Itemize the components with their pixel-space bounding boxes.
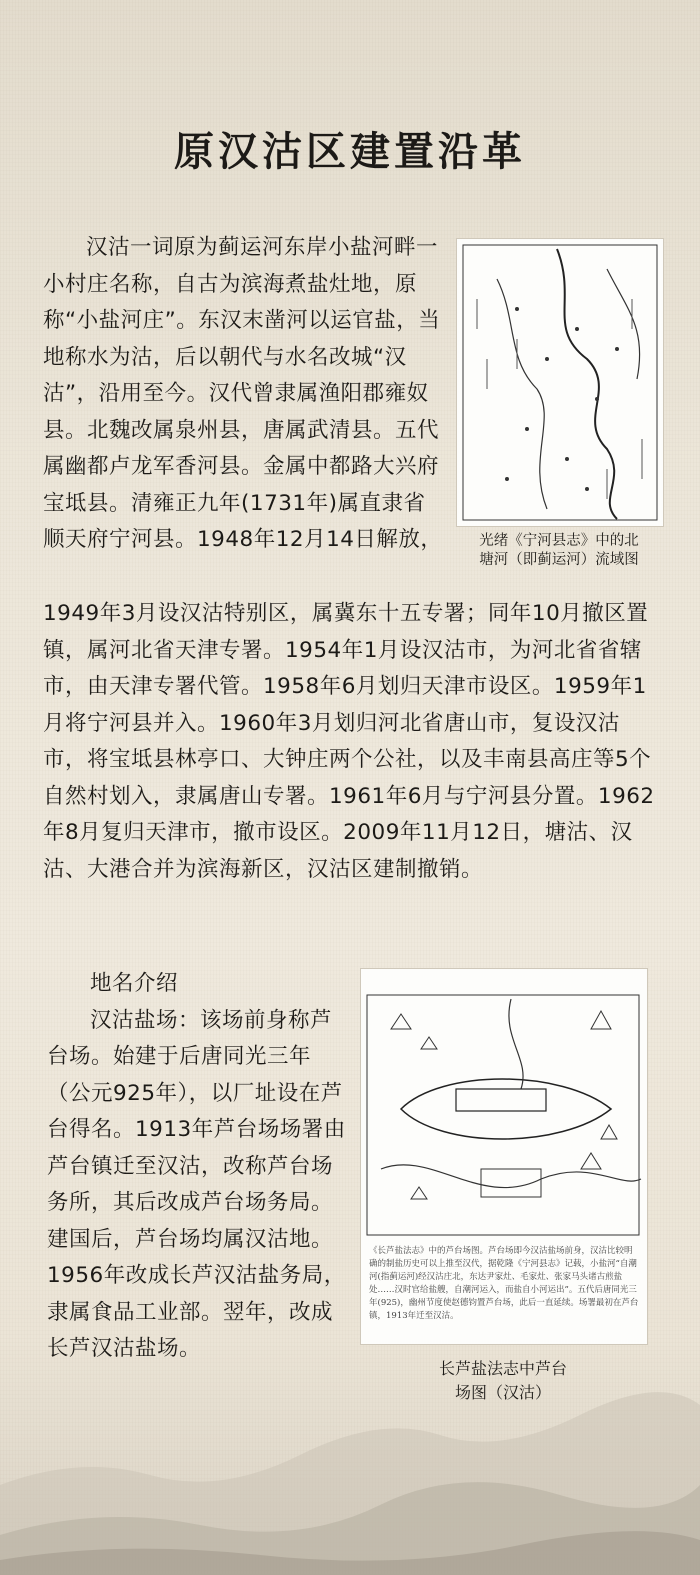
page-title: 原汉沽区建置沿革 — [174, 128, 526, 175]
intro-paragraph: 汉沽一词原为蓟运河东岸小盐河畔一小村庄名称，自古为滨海煮盐灶地，原称“小盐河庄”。东汉末凿河以运官盐，当地称水为沽，后以朝代与水名改城“汉沽”，沿用至今。汉代曾隶属渔阳郡雍奴县。北魏改属泉州县，唐属武清县。五代属幽都卢龙军香河县。金属中都路大兴府宝坻县。清雍正九年(1731年)属直隶省顺天府宁河县。1948年12月14日解放， — [43, 235, 443, 552]
saltworks-map — [360, 968, 648, 1345]
place-name-section — [47, 966, 347, 1368]
map1-caption: 光绪《宁河县志》中的北 塘河（即蓟运河）流域图 — [479, 533, 639, 568]
map-drawing — [457, 239, 663, 526]
map2-caption: 长芦盐法志中芦台 场图（汉沽） — [438, 1359, 567, 1402]
saltworks-drawing — [361, 969, 647, 1239]
history-paragraph: 1949年3月设汉沽特别区，属冀东十五专署；同年10月撤区置镇，属河北省天津专署。1954年1月设汉沽市，为河北省省辖市，由天津专署代管。1958年6月划归天津市设区。1959年1月将宁河县并入。1960年3月划归河北省唐山市，复设汉沽市，将宝坻县林亭口、大钟庄两个公社，以及丰南县高庄等5个自然村划入，隶属唐山专署。1961年6月与宁河县分置。1962年8月复归天津市，撤市设区。2009年11月12日，塘沽、汉沽、大港合并为滨海新区，汉沽区建制撤销。 — [43, 601, 655, 882]
river-basin-map — [456, 238, 664, 527]
map2-inner-caption: 《长芦盐法志》中的芦台场图。芦台场即今汉沽盐场前身，汉沽比较明确的制盐历史可以上推至汉代，据乾隆《宁河县志》记载，小盐河“自潮河(指蓟运河)经汉沽庄北，东达尹家灶、毛家灶、张家马头诸古煎盐处……汉时官给盐艘，自潮河运入，而盐自小河运出”。五代后唐同光三年(925)，幽州节度使赵德钧置芦台场，此后一直延续。场署最初在芦台镇，1913年迁至汉沽。 — [369, 1246, 639, 1321]
section-heading: 地名介绍 — [90, 971, 179, 996]
saltworks-paragraph: 汉沽盐场：该场前身称芦台场。始建于后唐同光三年（公元925年），以厂址设在芦台得名。1913年芦台场场署由芦台镇迁至汉沽，改称芦台场务所，其后改成芦台场务局。建国后，芦台场均属汉沽地。1956年改成长芦汉沽盐务局，隶属食品工业部。翌年，改成长芦汉沽盐场。 — [47, 1007, 346, 1361]
